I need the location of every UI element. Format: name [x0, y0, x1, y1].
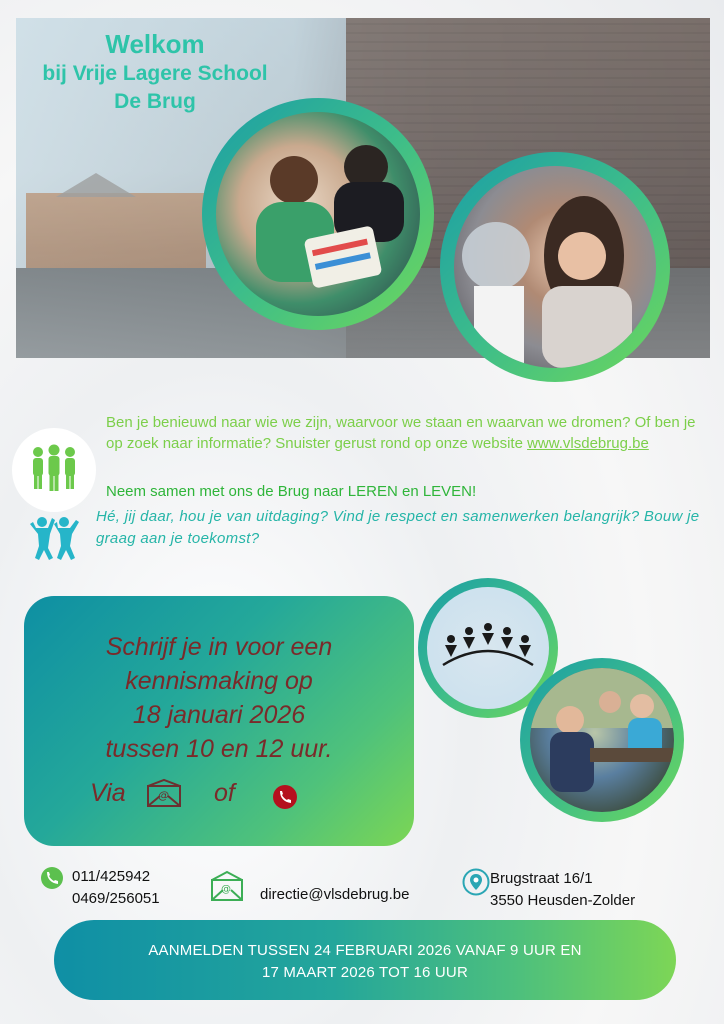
people-icon-badge [12, 428, 96, 512]
welcome-title [20, 28, 290, 116]
svg-text:@: @ [221, 884, 231, 895]
children-illustration [216, 112, 420, 316]
people-icon [12, 428, 96, 512]
registration-banner [54, 920, 676, 1000]
photo-children-learning [202, 98, 434, 330]
registration-line-2: 17 MAART 2026 TOT 16 UUR [261, 964, 468, 981]
cta-line-3: 18 januari 2026 [132, 701, 306, 729]
signup-box [24, 596, 414, 846]
phone-numbers [72, 866, 160, 910]
email-address[interactable]: directie@vlsdebrug.be [260, 886, 410, 903]
phone-icon [40, 866, 64, 890]
children-group-illustration [530, 668, 674, 812]
mail-icon [210, 870, 244, 902]
photo-girl-experiment [440, 152, 670, 382]
address [490, 868, 635, 912]
school-logo-icon [439, 617, 537, 677]
question-text: Hé, jij daar, hou je van uitdaging? Vind je respect en samenwerken belangrijk? Bouw je graag aan je toekomst? [96, 508, 700, 547]
playground-building [26, 193, 206, 268]
slogan: Neem samen met ons de Brug naar LEREN en LEVEN! [106, 483, 477, 500]
phone-number-1[interactable]: 011/425942 [72, 868, 151, 885]
welcome-line-2: bij Vrije Lagere School [42, 62, 268, 85]
cta-line-4: tussen 10 en 12 uur. [105, 735, 333, 763]
phone-icon[interactable] [272, 784, 298, 810]
address-street: Brugstraat 16/1 [490, 870, 593, 887]
via-label: Via [90, 779, 126, 807]
intro-text: Ben je benieuwd naar wie we zijn, waarvoor we staan en waarvan we dromen? Of ben je op zoek naar informatie? Snuister gerust rond op onze website [106, 414, 696, 452]
welcome-line-1: Welkom [105, 29, 205, 59]
registration-line-1: AANMELDEN TUSSEN 24 FEBRUARI 2026 VANAF 9 UUR EN [148, 942, 582, 959]
jumping-people-icon [26, 512, 80, 566]
svg-text:@: @ [158, 789, 169, 802]
intro-paragraph [106, 412, 706, 454]
contact-methods [90, 776, 330, 816]
mail-icon[interactable] [146, 778, 182, 808]
phone-number-2[interactable]: 0469/256051 [72, 890, 160, 907]
photo-children-outdoors [520, 658, 684, 822]
or-label: of [214, 779, 235, 807]
address-city: 3550 Heusden-Zolder [490, 892, 636, 909]
location-icon [462, 868, 490, 896]
cta-line-2: kennismaking op [125, 667, 313, 695]
welcome-line-3: De Brug [114, 90, 196, 113]
cta-line-1: Schrijf je in voor een [105, 633, 333, 661]
girl-illustration [454, 166, 656, 368]
website-link[interactable]: www.vlsdebrug.be [527, 435, 649, 452]
